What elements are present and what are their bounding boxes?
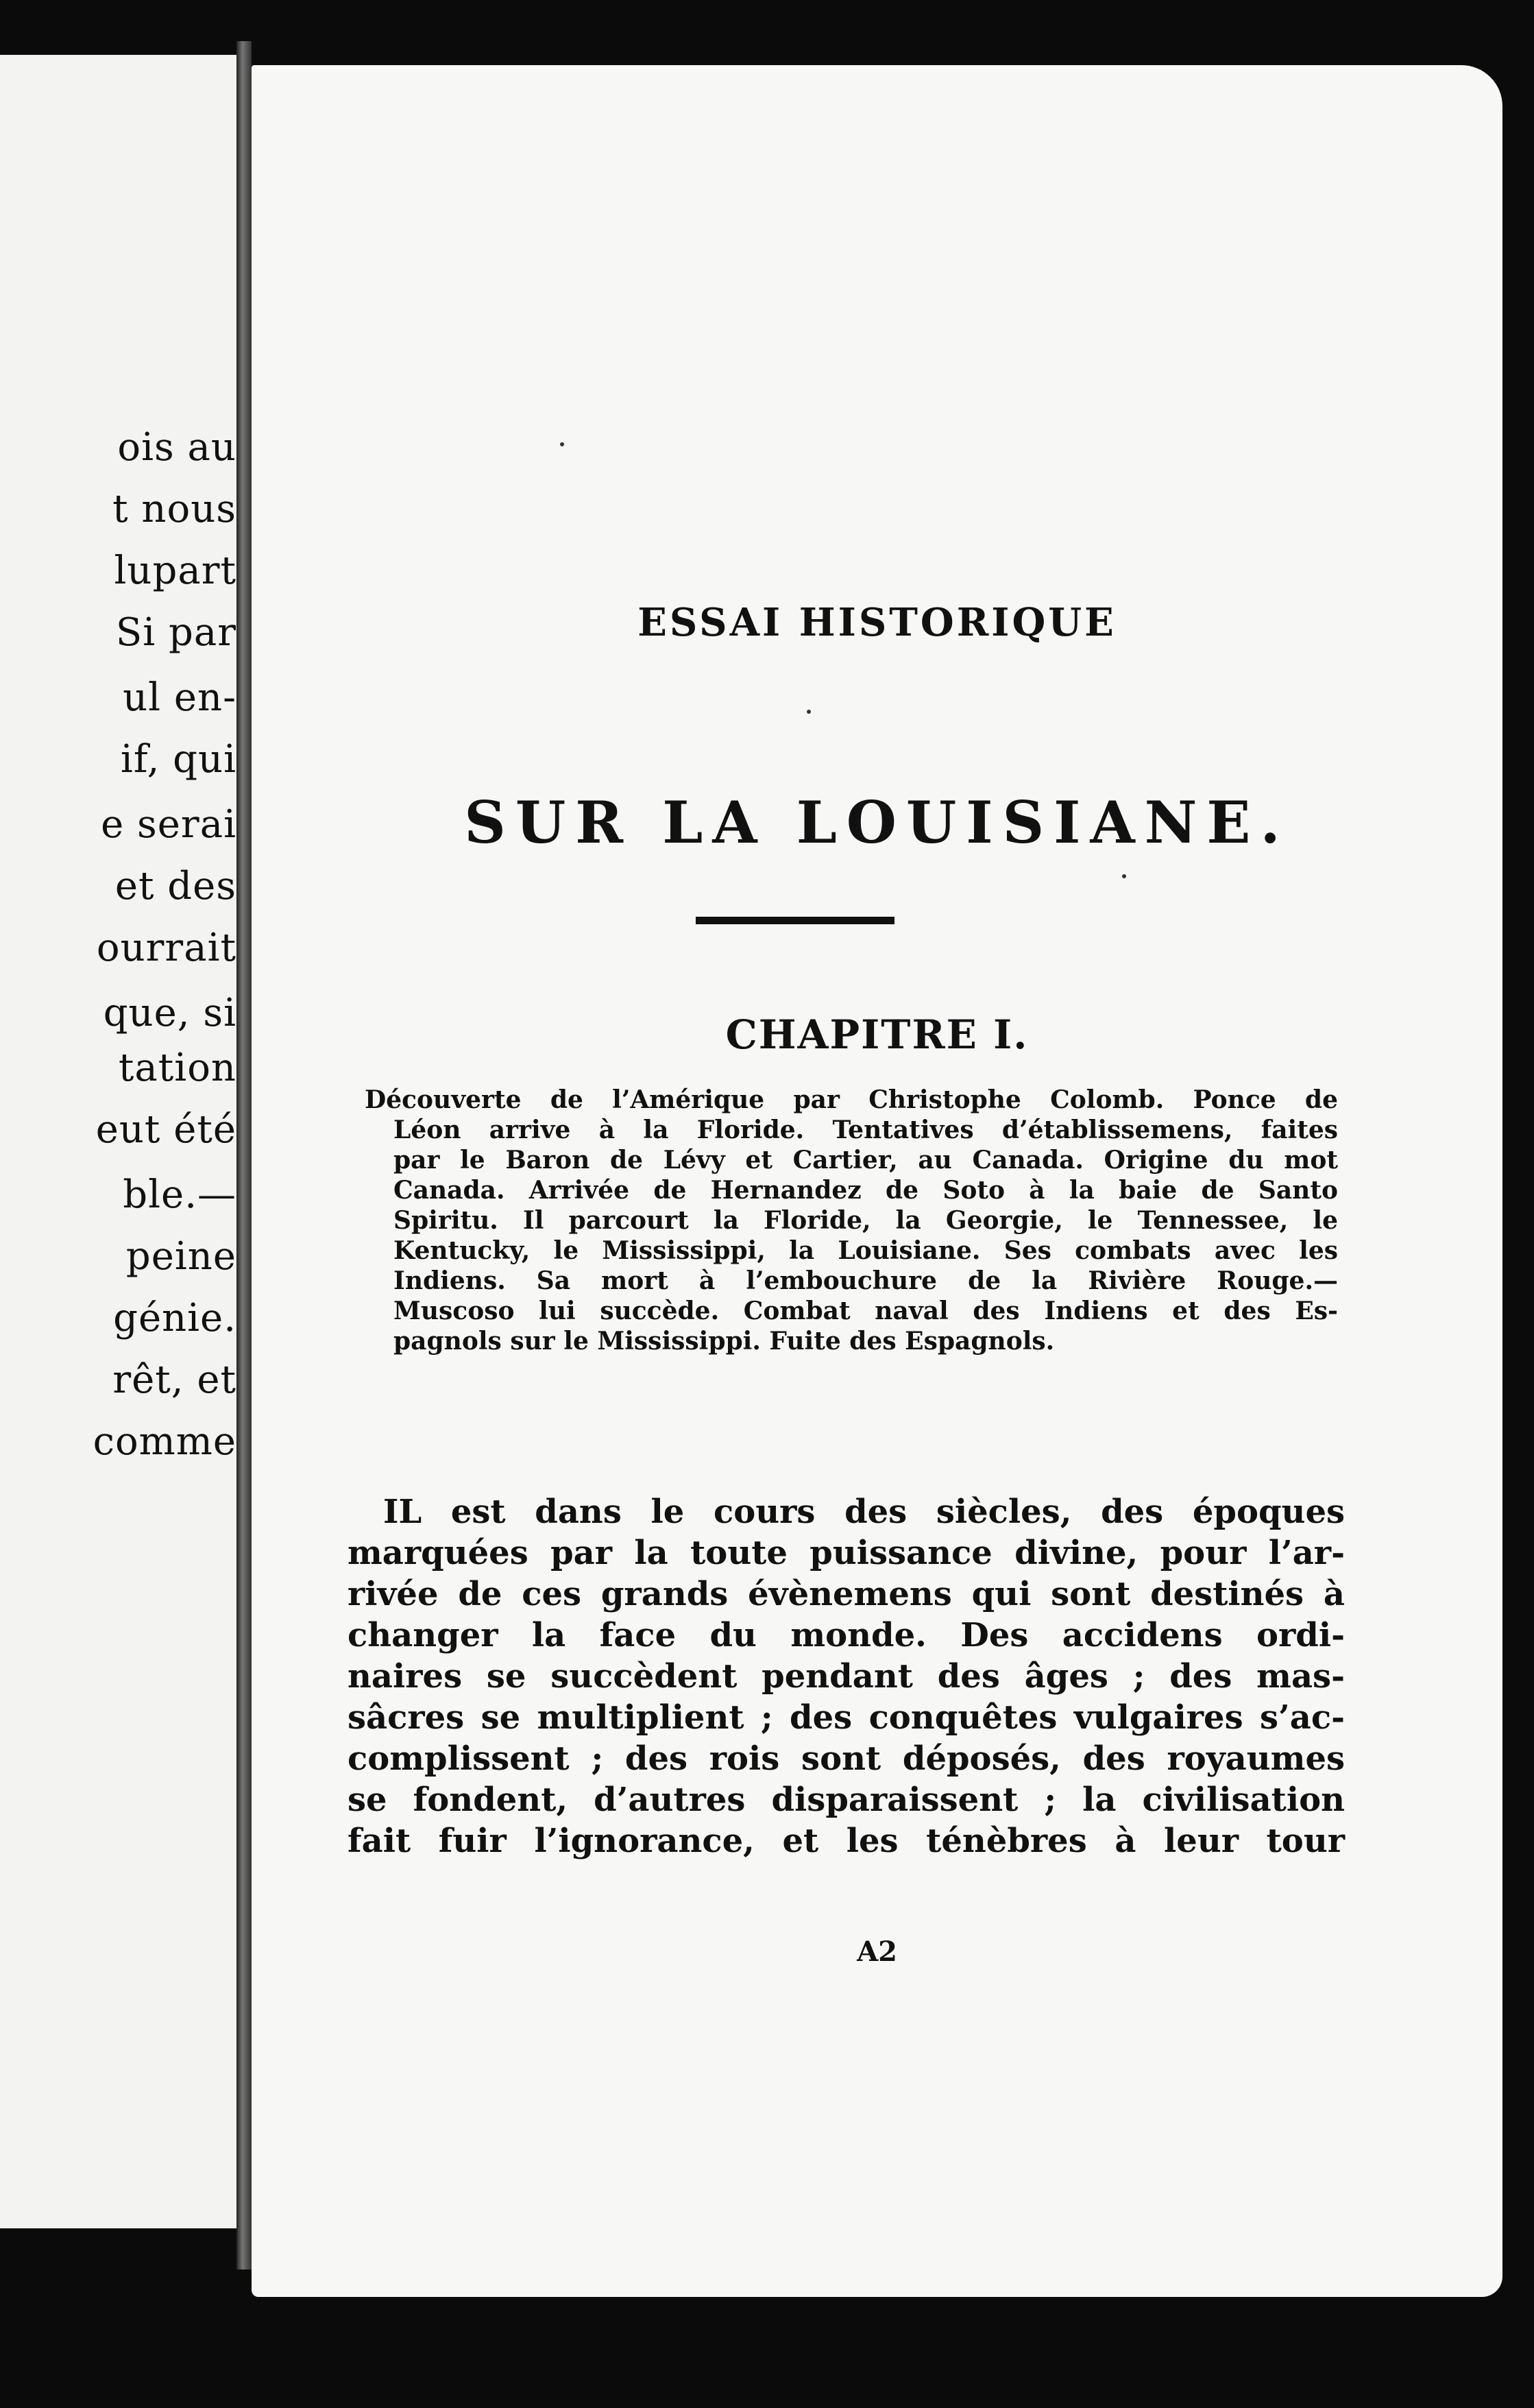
summary-line: Kentucky, le Mississippi, la Louisiane. Ses combats avec les (393, 1236, 1338, 1265)
summary-line: Spiritu. Il parcourt la Floride, la Georgie, le Tennessee, le (393, 1206, 1338, 1235)
left-page-line: que, si (103, 991, 236, 1035)
paper-speck (807, 710, 811, 714)
body-line: fait fuir l’ignorance, et les ténèbres à leur tour (348, 1822, 1345, 1860)
book-gutter (236, 41, 252, 2269)
body-line: changer la face du monde. Des accidens ordi- (348, 1616, 1345, 1654)
title-line-2: SUR LA LOUISIANE. (464, 788, 1290, 856)
left-page-line: eut été (95, 1107, 236, 1152)
left-page-line: génie. (113, 1296, 236, 1340)
body-line: sâcres se multiplient ; des conquêtes vulgaires s’ac- (348, 1698, 1345, 1737)
left-page (0, 55, 241, 2228)
left-page-line: lupart (114, 549, 236, 593)
summary-line: Découverte de l’Amérique par Christophe Colomb. Ponce de (365, 1085, 1338, 1114)
left-page-line: t nous (112, 487, 236, 531)
body-text (348, 1491, 1345, 1862)
chapter-summary (365, 1085, 1338, 1356)
body-line: rivée de ces grands évènemens qui sont destinés à (348, 1575, 1345, 1613)
body-line: complissent ; des rois sont déposés, des royaumes (348, 1739, 1345, 1778)
left-page-line: if, qui (120, 737, 236, 782)
body-line: IL est dans le cours des siècles, des époques (383, 1493, 1345, 1531)
left-page-line: ois au (117, 425, 236, 470)
left-page-line: peine (125, 1234, 236, 1279)
left-page-line: et des (114, 864, 236, 908)
left-page-line: ourrait (96, 926, 236, 970)
left-page-line: tation (118, 1046, 236, 1090)
summary-line: Muscoso lui succède. Combat naval des Indiens et des Es- (393, 1297, 1338, 1325)
left-page-line: Si par (115, 610, 236, 655)
summary-line: par le Baron de Lévy et Cartier, au Canada. Origine du mot (393, 1146, 1338, 1175)
right-page (252, 65, 1502, 2297)
paper-speck (560, 442, 564, 446)
body-line: marquées par la toute puissance divine, pour l’ar- (348, 1534, 1345, 1572)
left-page-line: e serai (101, 802, 236, 847)
paper-speck (1122, 874, 1126, 878)
body-line: se fondent, d’autres disparaissent ; la civilisation (348, 1781, 1345, 1819)
summary-line: pagnols sur le Mississippi. Fuite des Espagnols. (393, 1327, 1055, 1356)
left-page-line: comme (93, 1419, 236, 1464)
signature-mark: A2 (857, 1936, 897, 1968)
left-page-line: rêt, et (112, 1358, 236, 1402)
chapter-heading: CHAPITRE I. (725, 1011, 1029, 1058)
title-rule (696, 917, 894, 924)
title-line-1: ESSAI HISTORIQUE (637, 600, 1117, 645)
body-line: naires se succèdent pendant des âges ; des mas- (348, 1657, 1345, 1696)
summary-line: Indiens. Sa mort à l’embouchure de la Rivière Rouge.— (393, 1266, 1338, 1295)
summary-line: Léon arrive à la Floride. Tentatives d’établissemens, faites (393, 1116, 1338, 1144)
summary-line: Canada. Arrivée de Hernandez de Soto à la baie de Santo (393, 1176, 1338, 1205)
left-page-line: ul en- (123, 675, 236, 720)
left-page-line: ble.— (123, 1172, 236, 1217)
